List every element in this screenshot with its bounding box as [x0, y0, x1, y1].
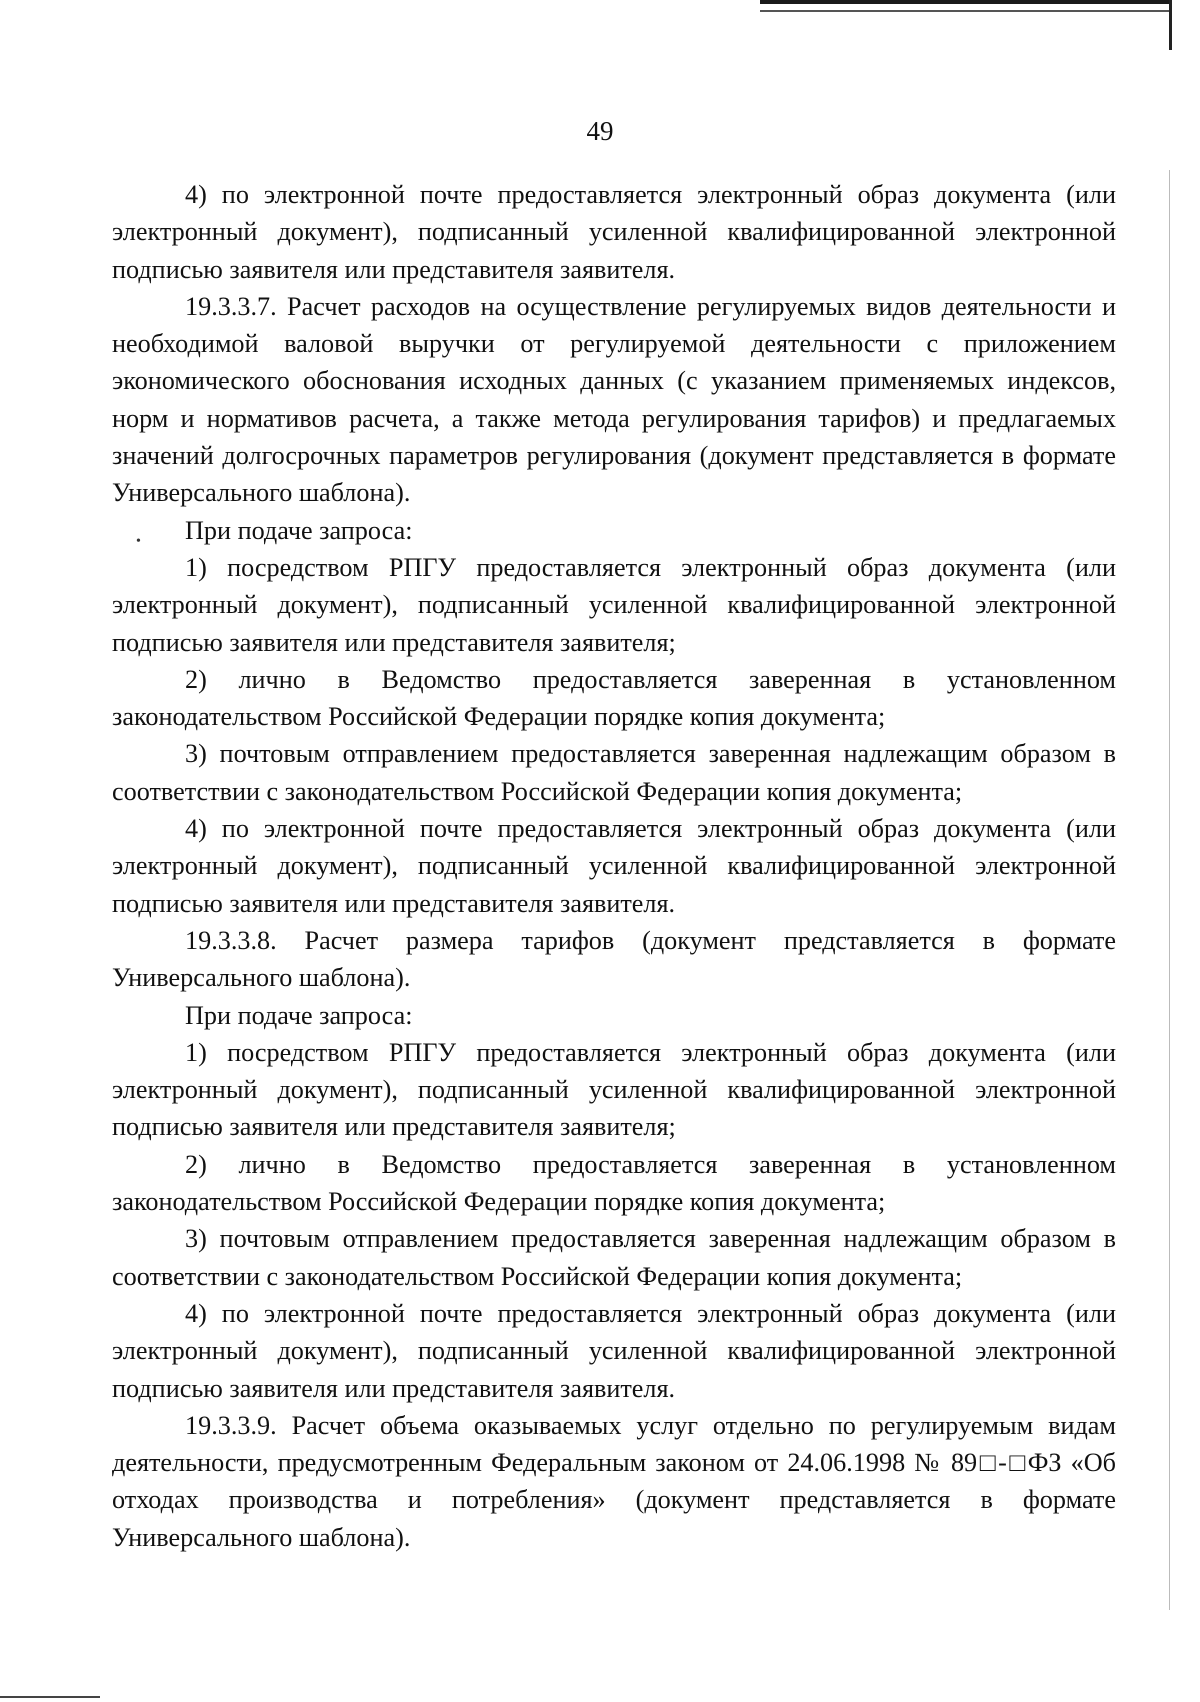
paragraph: При подаче запроса:	[185, 1000, 413, 1030]
paragraph: 2) лично в Ведомство предоставляется заверенная в установленном законодательством Российской Федерации порядке копия документа;	[112, 1149, 1116, 1217]
scan-artifact-top-line	[760, 0, 1170, 4]
scan-artifact-right-edge	[1169, 0, 1172, 50]
document-body	[112, 176, 1116, 1556]
scan-speck: •	[136, 534, 141, 549]
paragraph: 2) лично в Ведомство предоставляется заверенная в установленном законодательством Российской Федерации порядке копия документа;	[112, 664, 1116, 732]
paragraph: 3) почтовым отправлением предоставляется заверенная надлежащим образом в соответствии с законодательством Российской Федерации копия документа;	[112, 1224, 1116, 1291]
scan-artifact-right-margin	[1169, 170, 1170, 1610]
paragraph: 1) посредством РПГУ предоставляется электронный образ документа (или электронный документ), подписанный усиленной квалифицированной электронной подписью заявителя или представителя заявителя;	[112, 552, 1116, 657]
paragraph: 19.3.3.8. Расчет размера тарифов (документ представляется в формате Универсального шаблона).	[112, 925, 1116, 993]
paragraph: 19.3.3.7. Расчет расходов на осуществление регулируемых видов деятельности и необходимой валовой выручки от регулируемой деятельности с приложением экономического обоснования исходных данных (с указанием применяемых индексов, норм и нормативов расчета, а также метода регулирования тарифов) и предлагаемых значений долгосрочных параметров регулирования (документ представляется в формате Универсального шаблона).	[112, 291, 1116, 508]
page-number: 49	[586, 116, 614, 146]
paragraph: 4) по электронной почте предоставляется электронный образ документа (или электронный документ), подписанный усиленной квалифицированной электронной подписью заявителя или представителя заявителя.	[112, 814, 1116, 918]
paragraph: 4) по электронной почте предоставляется электронный образ документа (или электронный документ), подписанный усиленной квалифицированной электронной подписью заявителя или представителя заявителя.	[112, 180, 1116, 284]
scan-artifact-top-line-thin	[760, 10, 1170, 12]
paragraph: 1) посредством РПГУ предоставляется электронный образ документа (или электронный документ), подписанный усиленной квалифицированной электронной подписью заявителя или представителя заявителя;	[112, 1037, 1116, 1142]
paragraph: При подаче запроса:	[185, 515, 413, 545]
paragraph: 3) почтовым отправлением предоставляется заверенная надлежащим образом в соответствии с законодательством Российской Федерации копия документа;	[112, 739, 1116, 806]
paragraph: 4) по электронной почте предоставляется электронный образ документа (или электронный документ), подписанный усиленной квалифицированной электронной подписью заявителя или представителя заявителя.	[112, 1298, 1116, 1403]
paragraph: 19.3.3.9. Расчет объема оказываемых услуг отдельно по регулируемым видам деятельности, предусмотренным Федеральным законом от 24.06.1998 № 89□-□ФЗ «Об отходах производства и потребления» (документ представляется в формате Универсального шаблона).	[112, 1410, 1116, 1552]
scan-artifact-bottom-line	[0, 1696, 100, 1698]
